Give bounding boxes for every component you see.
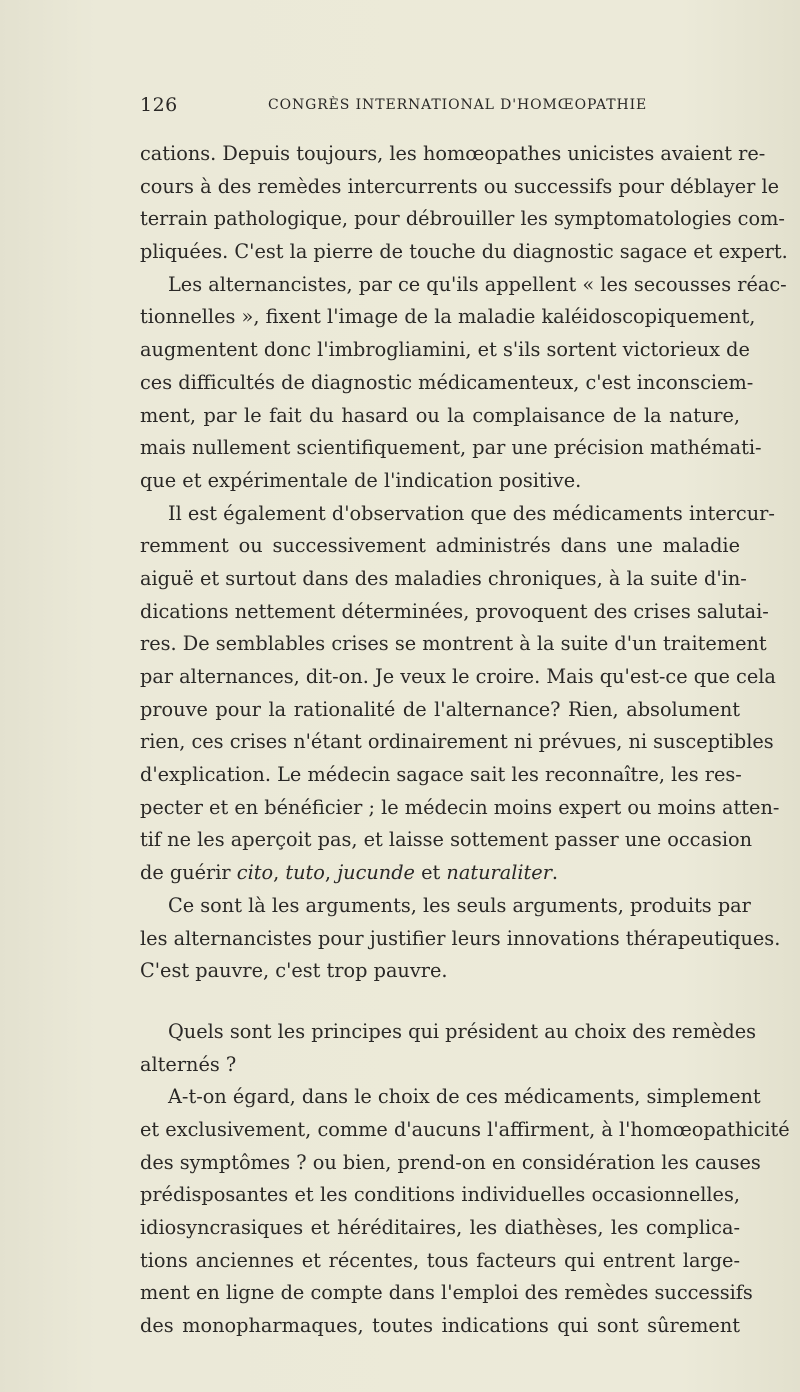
text-line: d'explication. Le médecin sagace sait les reconnaître, les res- (140, 763, 742, 787)
running-header (140, 94, 740, 118)
text-line: dications nettement déterminées, provoquent des crises salutai- (140, 599, 769, 623)
section-break (140, 988, 740, 1016)
text-line: prouve pour la rationalité de l'alternance? Rien, absolument (140, 697, 740, 721)
text-line-latin-phrase (140, 857, 740, 890)
paragraph (140, 1081, 790, 1343)
text-line: terrain pathologique, pour débrouiller les symptomatologies com- (140, 207, 785, 231)
text-line: pliquées. C'est la pierre de touche du diagnostic sagace et expert. (140, 240, 788, 264)
text-line: alternés ? (140, 1052, 237, 1076)
paragraph (140, 498, 780, 890)
paragraph (140, 1016, 757, 1081)
text-line: prédisposantes et les conditions individuelles occasionnelles, (140, 1183, 740, 1207)
text-line: mais nullement scientifiquement, par une précision mathémati- (140, 436, 762, 460)
text-line: et exclusivement, comme d'aucuns l'affirment, à l'homœopathicité (140, 1117, 790, 1141)
text-line: ment, par le fait du hasard ou la complaisance de la nature, (140, 403, 740, 427)
text-line: res. De semblables crises se montrent à la suite d'un traitement (140, 632, 767, 656)
paragraph (140, 138, 788, 269)
text-run: , (273, 861, 286, 885)
text-line: rien, ces crises n'étant ordinairement ni prévues, ni susceptibles (140, 730, 774, 754)
text-line: cours à des remèdes intercurrents ou successifs pour déblayer le (140, 174, 780, 198)
text-line: ces difficultés de diagnostic médicamenteux, c'est inconsciem- (140, 370, 754, 394)
text-line: tions anciennes et récentes, tous facteurs qui entrent large- (140, 1248, 740, 1272)
text-run: , (324, 861, 338, 885)
text-line: remment ou successivement administrés dans une maladie (140, 534, 740, 558)
text-line: tif ne les aperçoit pas, et laisse sottement passer une occasion (140, 828, 753, 852)
text-line: des symptômes ? ou bien, prend-on en considération les causes (140, 1150, 761, 1174)
text-line: tionnelles », fixent l'image de la maladie kaléidoscopiquement, (140, 305, 756, 329)
text-run: de guérir (140, 861, 237, 885)
text-line: par alternances, dit-on. Je veux le croire. Mais qu'est-ce que cela (140, 665, 776, 688)
italic-word: cito (236, 861, 274, 885)
italic-word: tuto (285, 861, 325, 885)
text-line: Il est également d'observation que des médicaments intercur- (168, 501, 775, 525)
page-number: 126 (140, 94, 178, 116)
text-line: Quels sont les principes qui président au choix des remèdes (168, 1019, 757, 1043)
text-line: Les alternancistes, par ce qu'ils appellent « les secousses réac- (168, 272, 787, 296)
text-line: cations. Depuis toujours, les homœopathes unicistes avaient re- (140, 142, 766, 165)
text-line: aiguë et surtout dans des maladies chroniques, à la suite d'in- (140, 566, 747, 590)
text-line: idiosyncrasiques et héréditaires, les diathèses, les complica- (140, 1216, 740, 1239)
text-line: A-t-on égard, dans le choix de ces médicaments, simplement (168, 1085, 761, 1109)
running-title: CONGRÈS INTERNATIONAL D'HOMŒOPATHIE (268, 97, 648, 113)
text-line: augmentent donc l'imbrogliamini, et s'ils sortent victorieux de (140, 338, 750, 362)
paragraph (140, 890, 781, 988)
text-line: Ce sont là les arguments, les seuls arguments, produits par (168, 893, 751, 917)
italic-word: naturaliter (446, 861, 552, 885)
text-line: que et expérimentale de l'indication positive. (140, 468, 582, 492)
text-line: C'est pauvre, c'est trop pauvre. (140, 959, 448, 983)
paragraph (140, 269, 787, 498)
text-line: des monopharmaques, toutes indications qui sont sûrement (140, 1314, 740, 1338)
text-line: les alternancistes pour justifier leurs innovations thérapeutiques. (140, 926, 781, 950)
text-run: et (414, 861, 447, 885)
text-line: ment en ligne de compte dans l'emploi des remèdes successifs (140, 1281, 753, 1305)
italic-word: jucunde (337, 861, 415, 885)
body-text (140, 138, 790, 1343)
text-line: pecter et en bénéficier ; le médecin moins expert ou moins atten- (140, 795, 780, 819)
text-run: . (551, 861, 559, 885)
